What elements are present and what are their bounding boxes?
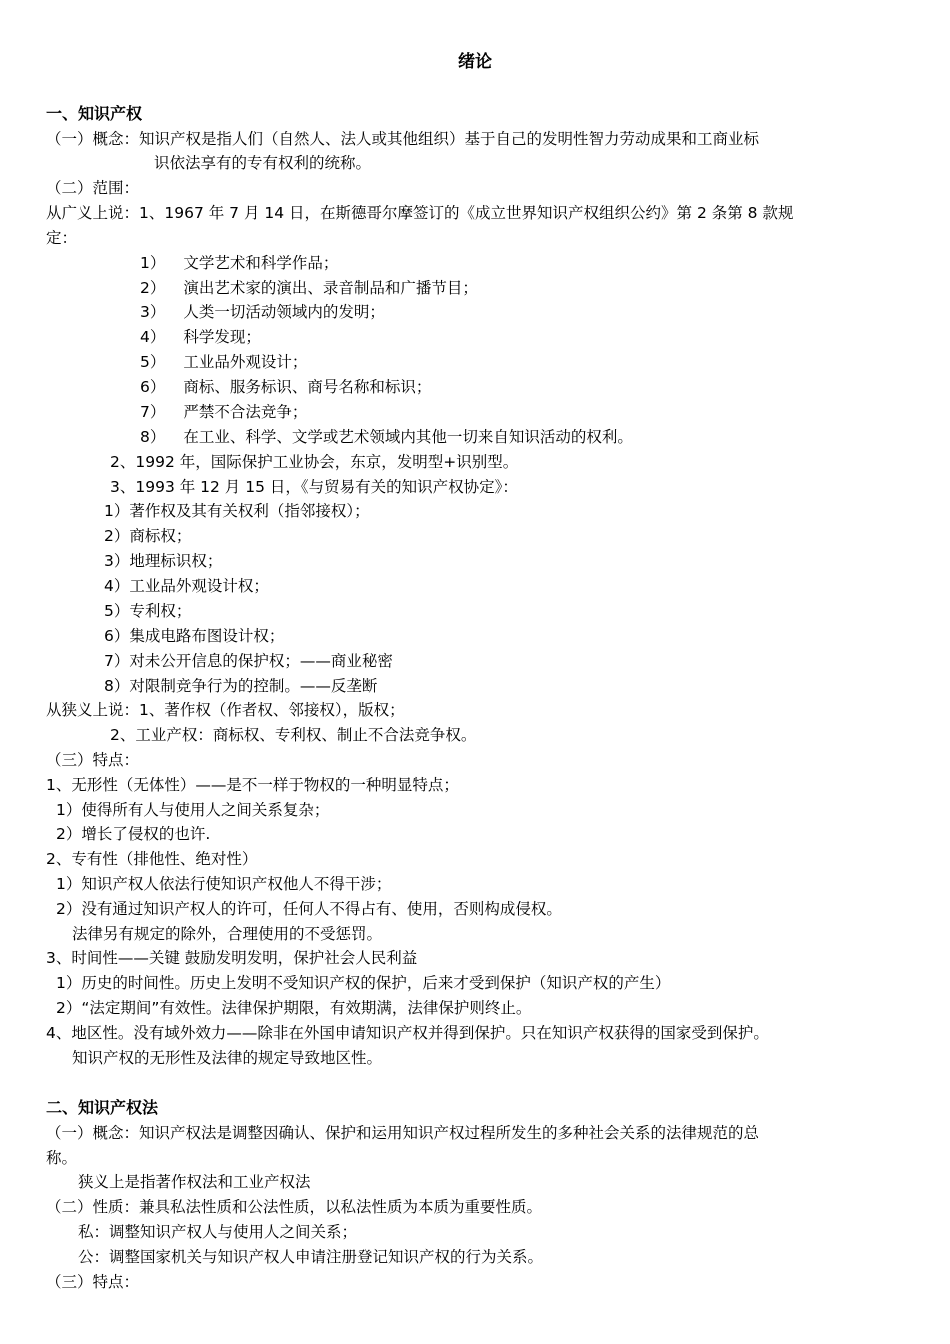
point-1992: 2、1992 年，国际保护工业协会，东京，发明型+识别型。 <box>110 453 519 471</box>
section-heading-ip-law: 二、知识产权法 <box>46 1098 159 1117</box>
law-concept-line2: 称。 <box>46 1149 78 1167</box>
list-item: 6） 商标、服务标识、商号名称和标识； <box>140 378 432 396</box>
list-item: 8）对限制竞争行为的控制。——反垄断 <box>104 677 378 695</box>
concept-paragraph-line2: 识依法享有的专有权利的统称。 <box>154 154 372 172</box>
law-features-heading: （三）特点： <box>46 1273 140 1291</box>
feature-line: 4、地区性。没有域外效力——除非在外国申请知识产权并得到保护。只在知识产权获得的国家受到保护。 <box>46 1024 769 1042</box>
narrow-sense-line2: 2、工业产权：商标权、专利权、制止不合法竞争权。 <box>110 726 477 744</box>
page-title: 绪论 <box>458 52 492 72</box>
list-item: 2） 演出艺术家的演出、录音制品和广播节目； <box>140 279 478 297</box>
law-nature-private: 私：调整知识产权人与使用人之间关系； <box>78 1223 358 1241</box>
list-item: 5） 工业品外观设计； <box>140 353 308 371</box>
list-item: 4） 科学发现； <box>140 328 261 346</box>
concept-paragraph-line1: （一）概念：知识产权是指人们（自然人、法人或其他组织）基于自己的发明性智力劳动成果和工商业标 <box>46 130 760 148</box>
list-item: 1）著作权及其有关权利（指邻接权）； <box>104 502 370 520</box>
feature-line: 1、无形性（无体性）——是不一样于物权的一种明显特点； <box>46 776 459 794</box>
list-item: 8） 在工业、科学、文学或艺术领域内其他一切来自知识活动的权利。 <box>140 428 633 446</box>
feature-line: 3、时间性——关键 鼓励发明发明，保护社会人民利益 <box>46 949 418 967</box>
broad-sense-line1: 从广义上说：1、1967 年 7 月 14 日，在斯德哥尔摩签订的《成立世界知识产权组织公约》第 2 条第 8 款规 <box>46 204 794 222</box>
feature-line: 2）“法定期间”有效性。法律保护期限，有效期满，法律保护则终止。 <box>56 999 532 1017</box>
list-item: 2）商标权； <box>104 527 192 545</box>
feature-line: 2）增长了侵权的也许. <box>56 825 211 843</box>
list-item: 4）工业品外观设计权； <box>104 577 269 595</box>
section-heading-ip: 一、知识产权 <box>46 104 143 123</box>
law-narrow-sense: 狭义上是指著作权法和工业产权法 <box>78 1173 311 1191</box>
feature-line: 法律另有规定的除外，合理使用的不受惩罚。 <box>72 925 383 943</box>
feature-line: 1）历史的时间性。历史上发明不受知识产权的保护，后来才受到保护（知识产权的产生） <box>56 974 671 992</box>
point-1993-trips: 3、1993 年 12 月 15 日，《与贸易有关的知识产权协定》： <box>110 478 518 496</box>
feature-line: 2、专有性（排他性、绝对性） <box>46 850 258 868</box>
broad-sense-line2: 定： <box>46 229 78 247</box>
law-nature: （二）性质：兼具私法性质和公法性质，以私法性质为本质为重要性质。 <box>46 1198 543 1216</box>
scope-heading: （二）范围： <box>46 179 140 197</box>
features-heading: （三）特点： <box>46 751 140 769</box>
feature-line: 知识产权的无形性及法律的规定导致地区性。 <box>72 1049 383 1067</box>
narrow-sense-line1: 从狭义上说：1、著作权（作者权、邻接权），版权； <box>46 701 405 719</box>
feature-line: 1）使得所有人与使用人之间关系复杂； <box>56 801 330 819</box>
law-concept-line1: （一）概念：知识产权法是调整因确认、保护和运用知识产权过程所发生的多种社会关系的法律规范的总 <box>46 1124 760 1142</box>
list-item: 7）对未公开信息的保护权；——商业秘密 <box>104 652 393 670</box>
feature-line: 2）没有通过知识产权人的许可，任何人不得占有、使用，否则构成侵权。 <box>56 900 562 918</box>
list-item: 7） 严禁不合法竞争； <box>140 403 308 421</box>
feature-line: 1）知识产权人依法行使知识产权他人不得干涉； <box>56 875 392 893</box>
list-item: 6）集成电路布图设计权； <box>104 627 285 645</box>
list-item: 1） 文学艺术和科学作品； <box>140 254 339 272</box>
list-item: 3） 人类一切活动领域内的发明； <box>140 303 385 321</box>
list-item: 5）专利权； <box>104 602 192 620</box>
law-nature-public: 公：调整国家机关与知识产权人申请注册登记知识产权的行为关系。 <box>78 1248 544 1266</box>
list-item: 3）地理标识权； <box>104 552 223 570</box>
